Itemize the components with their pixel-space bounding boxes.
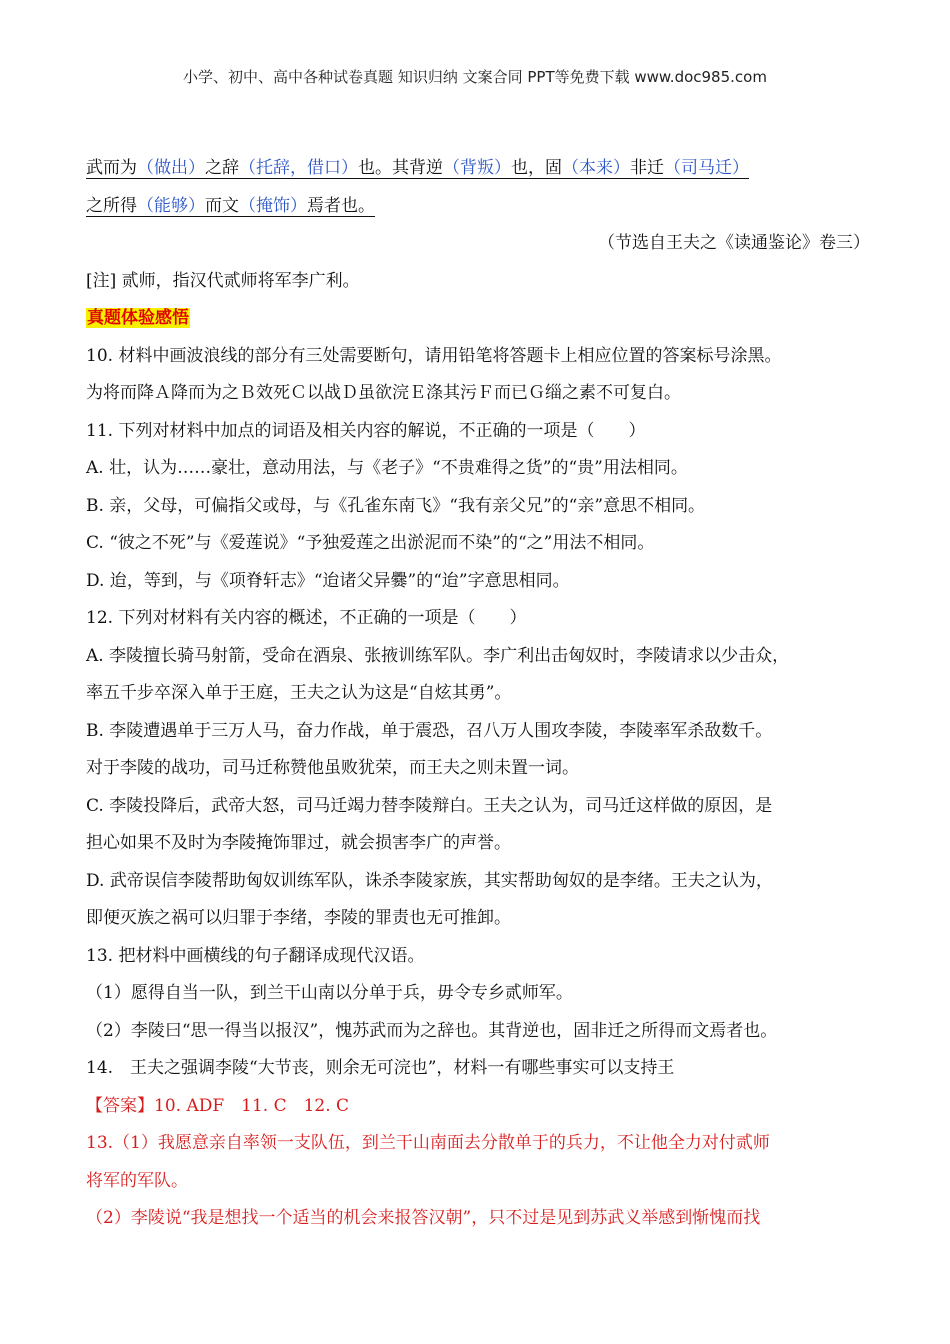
passage-line-2 [86,188,876,226]
q10-stem: 10. 材料中画波浪线的部分有三处需要断句，请用铅笔将答题卡上相应位置的答案标号涂黑。 [86,345,782,366]
passage-line1-text-2: 之辞 [205,158,239,178]
q12-option-c-line2: 担心如果不及时为李陵掩饰罪过，就会损害李广的声誉。 [86,833,511,853]
answer-choices-row [86,1088,876,1126]
q11-stem: 11. 下列对材料中加点的词语及相关内容的解说，不正确的一项是（ ） [86,420,646,441]
q12-option-a-line2: 率五千步卒深入单于王庭，王夫之认为这是“自炫其勇”。 [86,683,512,703]
passage-source: （节选自王夫之《读通鉴论》卷三） [598,233,870,253]
answer-choices: 10. ADF 11. C 12. C [154,1095,350,1116]
passage-line2-gloss-1: （能够） [137,195,205,216]
passage-line1-text-6: 也，固 [511,158,562,178]
q12-option-b-line1: B. 李陵遭遇单于三万人马，奋力作战，单于震恐，召八万人围攻李陵，李陵率军杀敌数千。 [86,720,773,741]
answer-q13-line1: 13.（1）我愿意亲自率领一支队伍，到兰干山南面去分散单于的兵力，不让他全力对付贰师 [86,1133,770,1153]
q14-stem: 14. 王夫之强调李陵“大节丧，则余无可浣也”，材料一有哪些事实可以支持王 [86,1058,675,1078]
q12-option-a-line1: A. 李陵擅长骑马射箭，受命在酒泉、张掖训练军队。李广利出击匈奴时，李陵请求以少击众， [86,645,790,666]
q12-option-b-line2: 对于李陵的战功，司马迁称赞他虽败犹荣，而王夫之则未置一词。 [86,758,579,778]
answer-q13-line3: （2）李陵说“我是想找一个适当的机会来报答汉朝”，只不过是见到苏武义举感到惭愧而找 [86,1208,761,1228]
q13-item-2: （2）李陵曰“思一得当以报汉”，愧苏武而为之辞也。其背逆也，固非迁之所得而文焉者也。 [86,1020,778,1041]
page-header: 小学、初中、高中各种试卷真题 知识归纳 文案合同 PPT等免费下载 www.doc985.com [183,68,767,86]
q12-stem: 12. 下列对材料有关内容的概述，不正确的一项是（ ） [86,608,527,628]
answer-label: 【答案】 [86,1095,154,1116]
q10-text: 为将而降Ａ降而为之Ｂ效死Ｃ以战Ｄ虽欲浣Ｅ涤其污Ｆ而已Ｇ缁之素不可复白。 [86,383,681,403]
q11-option-c: C. “彼之不死”与《爱莲说》“予独爱莲之出淤泥而不染”的“之”用法不相同。 [86,533,655,553]
section-title: 真题体验感悟 [87,308,189,328]
passage-line1-text-4: 也。其背逆 [358,158,443,178]
passage-line2-text-0: 之所得 [86,195,137,216]
q13-item-1: （1）愿得自当一队，到兰干山南以分单于兵，毋令专乡贰师军。 [86,983,573,1003]
passage-line1-text-8: 非迁 [630,158,664,178]
q11-option-b: B. 亲，父母，可偏指父或母，与《孔雀东南飞》“我有亲父兄”的“亲”意思不相同。 [86,495,706,516]
passage-line2-text-4: 焉者也。 [307,195,375,216]
q12-option-d-line1: D. 武帝误信李陵帮助匈奴训练军队，诛杀李陵家族，其实帮助匈奴的是李绪。王夫之认为， [86,870,773,891]
passage-line1-gloss-9: （司马迁） [664,158,749,178]
answer-q13-line2: 将军的军队。 [86,1170,188,1191]
passage-line1-gloss-5: （背叛） [443,158,511,178]
passage-line1-gloss-3: （托辞，借口） [239,158,358,178]
section-title-row [86,300,876,338]
passage-line2-text-2: 而文 [205,195,239,216]
q13-stem: 13. 把材料中画横线的句子翻译成现代汉语。 [86,945,425,966]
passage-note: [注] 贰师，指汉代贰师将军李广利。 [86,270,360,291]
q11-option-d: D. 迨，等到，与《项脊轩志》“迨诸父异爨”的“迨”字意思相同。 [86,570,570,591]
passage-line-1 [86,150,876,188]
passage-line1-gloss-7: （本来） [562,158,630,178]
q11-option-a: A. 壮，认为……豪壮，意动用法，与《老子》“不贵难得之货”的“贵”用法相同。 [86,458,688,478]
passage-line2-gloss-3: （掩饰） [239,195,307,216]
q12-option-c-line1: C. 李陵投降后，武帝大怒，司马迁竭力替李陵辩白。王夫之认为，司马迁这样做的原因，是 [86,795,773,816]
passage-line1-text-0: 武而为 [86,158,137,178]
document-body [86,150,876,1238]
passage-line1-gloss-1: （做出） [137,158,205,178]
q12-option-d-line2: 即便灭族之祸可以归罪于李绪，李陵的罪责也无可推卸。 [86,908,511,928]
